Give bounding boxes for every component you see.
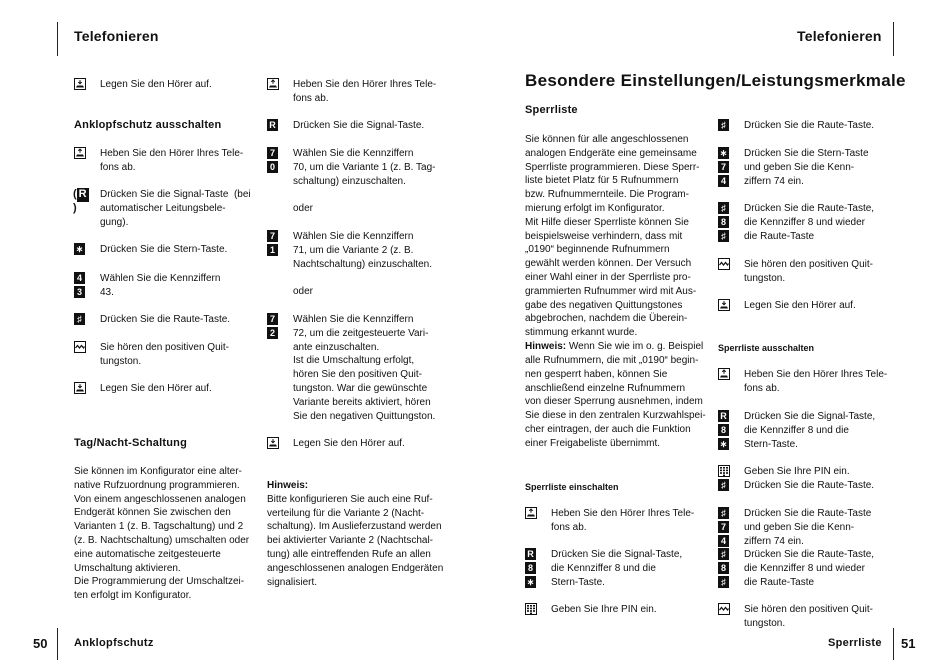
right-header-rule <box>893 22 894 56</box>
hash-key-icon: ♯ <box>74 313 85 325</box>
hash-key-icon: ♯ <box>718 548 729 560</box>
step-text: Wählen Sie die Kennziffern 70, um die Variante 1 (z. B. Tag- schaltung) einzuschalten. <box>293 148 436 187</box>
hint-line <box>525 340 703 354</box>
step-text: Drücken Sie die Raute-Taste, die Kennziffer 8 und wieder die Raute-Taste <box>744 203 875 242</box>
step-text: Drücken Sie die Signal-Taste. <box>293 120 425 131</box>
step-text: Sie hören den positiven Quit- tungston. <box>744 604 873 629</box>
left-footer-section: Anklopfschutz <box>74 637 154 649</box>
hint-title: Hinweis: <box>267 480 309 491</box>
digit-8-key-icon: 8 <box>525 562 536 574</box>
hash-key-icon: ♯ <box>718 507 729 519</box>
confirmation-tone-icon <box>718 258 730 270</box>
step-text: Sie hören den positiven Quit- tungston. <box>100 342 229 367</box>
digit-0-key-icon: 0 <box>267 161 278 173</box>
step-text: Legen Sie den Hörer auf. <box>744 300 856 311</box>
lift-handset-icon <box>718 368 730 380</box>
column-1 <box>74 0 249 669</box>
lift-handset-icon <box>525 507 537 519</box>
digit-8-key-icon: 8 <box>718 424 729 436</box>
step-text: Drücken Sie die Raute-Taste. <box>100 314 231 325</box>
column-3 <box>525 0 706 669</box>
hash-key-icon: ♯ <box>718 479 729 491</box>
signal-key-icon: R <box>267 119 278 131</box>
left-page-number: 50 <box>33 636 48 651</box>
paragraph: Sie können im Konfigurator eine alter- native Rufzuordnung programmieren. Von einem angeschlossenen analogen Endgerät können Sie zwischen den Varianten 1 (z. B. Tagschaltung) und 2 (z. B. Nachtschaltung) umschalten oder eine automatische zeitgesteuerte Umschaltung aktivieren. Die Programmierung der Umschaltzei- ten erfolgt im Konfigurator. <box>74 466 250 602</box>
section-heading: Sperrliste ausschalten <box>718 343 815 353</box>
digit-8-key-icon: 8 <box>718 216 729 228</box>
step-text: Wählen Sie die Kennziffern 72, um die zeitgesteuerte Vari- ante einzuschalten. Ist die Umschaltung erfolgt, hören Sie den positiven Quit- tungston. War die gewünschte Variante bereits aktiviert, hören Sie den negativen Quittungston. <box>293 314 436 422</box>
section-heading: Tag/Nacht-Schaltung <box>74 437 187 449</box>
step-text: Sie hören den positiven Quit- tungston. <box>744 259 873 284</box>
hash-key-icon: ♯ <box>718 576 729 588</box>
signal-key-icon: R <box>525 548 536 560</box>
step-text: Drücken Sie die Raute-Taste. <box>744 120 875 131</box>
hash-key-icon: ♯ <box>718 119 729 131</box>
confirmation-tone-icon <box>718 603 730 615</box>
left-footer-rule <box>57 628 58 660</box>
step-text: Heben Sie den Hörer Ihres Tele- fons ab. <box>551 508 695 533</box>
left-header-title: Telefonieren <box>74 28 159 44</box>
right-header-title: Telefonieren <box>797 28 882 44</box>
step-text: Drücken Sie die Signal-Taste, die Kennziffer 8 und die Stern-Taste. <box>551 549 683 588</box>
step-text: Legen Sie den Hörer auf. <box>100 383 212 394</box>
left-header-rule <box>57 22 58 56</box>
hang-up-icon <box>74 382 86 394</box>
star-key-icon: ∗ <box>719 148 728 158</box>
right-footer-section: Sperrliste <box>828 637 882 649</box>
section-heading: Anklopfschutz ausschalten <box>74 119 222 131</box>
confirmation-tone-icon <box>74 341 86 353</box>
section-heading: Sperrliste einschalten <box>525 482 619 492</box>
hint-label: Hinweis: <box>525 341 567 352</box>
page-title: Besondere Einstellungen/Leistungsmerkmale <box>525 71 906 90</box>
lift-handset-icon <box>74 147 86 159</box>
star-key-icon: ∗ <box>719 438 728 449</box>
paragraph: alle Rufnummern, die mit „0190“ begin- nen gesperrt haben, können Sie anschließend einzelne Rufnummern von dieser Sperrung ausnehmen, indem Sie diese in den zentralen Kurzwahlspei- cher eintragen, der auch die Funktion einer Freigabeliste übernimmt. <box>525 355 706 449</box>
step-text: Heben Sie den Hörer Ihres Tele- fons ab. <box>293 79 437 104</box>
digit-7-key-icon: 7 <box>267 313 278 325</box>
digit-1-key-icon: 1 <box>267 244 278 256</box>
digit-7-key-icon: 7 <box>718 161 729 173</box>
step-text: Drücken Sie die Signal-Taste (bei automatischer Leitungsbele- gung). <box>100 189 251 228</box>
step-text: Geben Sie Ihre PIN ein. Drücken Sie die Raute-Taste. <box>744 466 875 491</box>
step-text: Legen Sie den Hörer auf. <box>293 438 405 449</box>
digit-4-key-icon: 4 <box>74 272 85 284</box>
digit-8-key-icon: 8 <box>718 562 729 574</box>
star-key-icon: ∗ <box>526 576 535 587</box>
step-text: Heben Sie den Hörer Ihres Tele- fons ab. <box>744 369 888 394</box>
digit-7-key-icon: 7 <box>718 521 729 533</box>
step-text: Drücken Sie die Raute-Taste und geben Sie die Kenn- ziffern 74 ein. Drücken Sie die Raute-Taste, die Kennziffer 8 und wieder die Raute-Taste <box>744 508 875 588</box>
keypad-icon <box>525 603 537 615</box>
signal-key-icon: R <box>718 410 729 422</box>
or-label: oder <box>293 286 314 297</box>
hang-up-icon <box>267 437 279 449</box>
hint-first-line: Wenn Sie wie im o. g. Beispiel <box>566 341 704 352</box>
right-footer-rule <box>893 628 894 660</box>
step-text: Drücken Sie die Signal-Taste, die Kennziffer 8 und die Stern-Taste. <box>744 411 876 450</box>
digit-7-key-icon: 7 <box>267 147 278 159</box>
paragraph: Sie können für alle angeschlossenen analogen Endgeräte eine gemeinsame Sperrliste programmieren. Diese Sperr- liste bietet Platz für 5 Rufnummern bzw. Rufnummernteile. Die Program- mierung erfolgt im Konfigurator. Mit Hilfe dieser Sperrliste können Sie beispielsweise verhindern, dass mit „0190“ beginnende Rufnummern gewählt werden können. Der Versuch einer Wahl einer in der Sperrliste pro- grammierten Rufnummer wird mit Aus- gabe des negativen Quittungstones abgebrochen, nachdem die Überein- stimmung erkannt wurde. <box>525 134 700 339</box>
hash-key-icon: ♯ <box>718 202 729 214</box>
lift-handset-icon <box>267 78 279 90</box>
step-text: Drücken Sie die Stern-Taste und geben Sie die Kenn- ziffern 74 ein. <box>744 148 869 187</box>
digit-7-key-icon: 7 <box>267 230 278 242</box>
step-text: Geben Sie Ihre PIN ein. <box>551 604 657 615</box>
step-text: Legen Sie den Hörer auf. <box>100 79 212 90</box>
digit-3-key-icon: 3 <box>74 286 85 298</box>
keypad-icon <box>718 465 730 477</box>
step-text: Heben Sie den Hörer Ihres Tele- fons ab. <box>100 148 244 173</box>
hang-up-icon <box>718 299 730 311</box>
digit-2-key-icon: 2 <box>267 327 278 339</box>
column-2 <box>267 0 444 669</box>
step-text: Drücken Sie die Stern-Taste. <box>100 244 228 255</box>
step-text: Wählen Sie die Kennziffern 71, um die Variante 2 (z. B. Nachtschaltung) einzuschalten. <box>293 231 432 270</box>
digit-4-key-icon: 4 <box>718 175 729 187</box>
star-key-icon: ∗ <box>75 244 84 254</box>
hang-up-icon <box>74 78 86 90</box>
or-label: oder <box>293 203 314 214</box>
digit-4-key-icon: 4 <box>718 535 729 547</box>
step-text: Wählen Sie die Kennziffern 43. <box>100 273 221 298</box>
hint-text: Bitte konfigurieren Sie auch eine Ruf- verteilung für die Variante 2 (Nacht- schaltung). Im Auslieferzustand werden bei aktivierter Variante 2 (Nachtschal- tung) alle eintreffenden Rufe an allen angeschlossenen analogen Endgeräten signalisiert. <box>267 493 444 588</box>
column-4 <box>718 0 888 669</box>
right-page-number: 51 <box>901 636 916 651</box>
section-heading: Sperrliste <box>525 104 578 116</box>
hash-key-icon: ♯ <box>718 230 729 242</box>
signal-key-icon: ( R) <box>73 188 87 214</box>
